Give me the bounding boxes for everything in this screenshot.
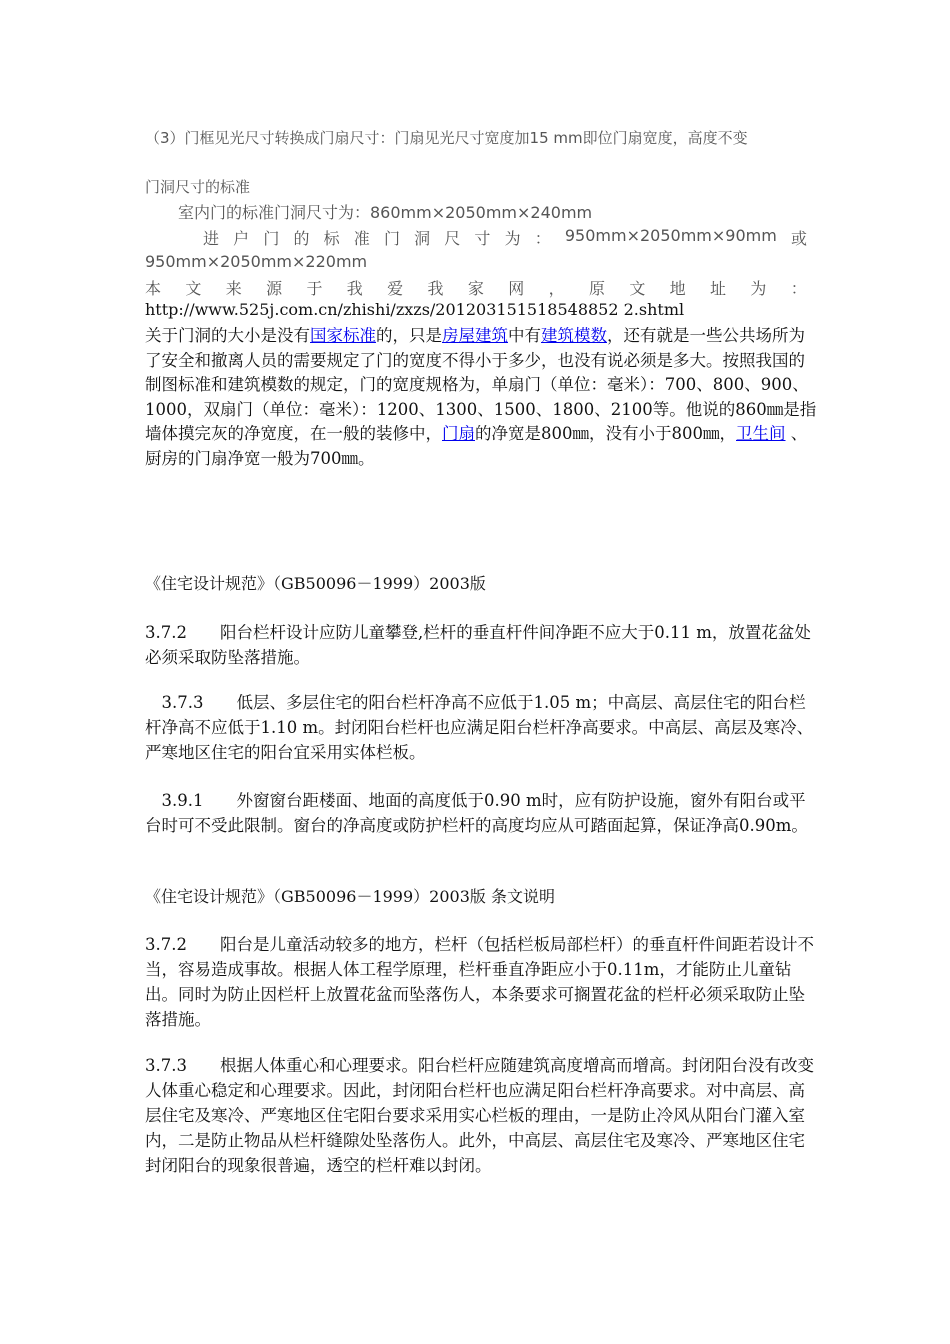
paragraph-text: 关于门洞的大小是没有 [145, 326, 310, 345]
text-char: 950mm×2050mm×90mm [564, 226, 777, 245]
text-char: 洞 [414, 229, 431, 248]
text-char: 本 [145, 279, 162, 298]
entry-door-size-line [145, 226, 807, 249]
text-char: 寸 [474, 229, 491, 248]
text-char: 来 [225, 279, 242, 298]
text-char: 文 [185, 279, 202, 298]
paragraph-text: ，还有就是一些公共场所为了安全和撤离人员的需要规定了门的宽度不得小于多少，也没有说必须是多大。按照我国的制图标准和建筑模数的规定，门的宽度规格为，单扇门（单位：毫米）：700、800、900、1000，双扇门（单位：毫米）：1200、1300、1500、1800、2100等。他说的860㎜是指墙体摸完灰的净宽度，在一般的装修中， [145, 326, 817, 443]
link-building-construction[interactable]: 房屋建筑 [442, 326, 508, 345]
entry-door-size-continued: 950mm×2050mm×220mm [145, 252, 368, 271]
text-char: 家 [467, 279, 484, 298]
clause-3-9-1: 3.9.1 外窗窗台距楼面、地面的高度低于0.90 m时，应有防护设施，窗外有阳台或平台时可不受此限制。窗台的净高度或防护栏杆的高度均应从可踏面起算，保证净高0.90m。 [145, 791, 808, 835]
source-url: http://www.525j.com.cn/zhishi/zxzs/201203151518548852 2.shtml [145, 300, 685, 319]
link-building-modulus[interactable]: 建筑模数 [541, 326, 607, 345]
clause-3-7-2: 3.7.2 阳台栏杆设计应防儿童攀登,栏杆的垂直杆件间净距不应大于0.11 m，放置花盆处必须采取防坠落措施。 [145, 623, 811, 667]
explanation-heading: 《住宅设计规范》（GB50096－1999）2003版 条文说明 [145, 887, 555, 906]
text-char: 门 [383, 229, 400, 248]
paragraph-text: 的净宽是800㎜，没有小于800㎜， [475, 424, 736, 443]
text-char: 爱 [387, 279, 404, 298]
clause-3-7-3: 3.7.3 低层、多层住宅的阳台栏杆净高不应低于1.05 m；中高层、高层住宅的阳台栏杆净高不应低于1.10 m。封闭阳台栏杆也应满足阳台栏杆净高要求。中高层、高层及寒冷、严寒地区住宅的阳台宜采用实体栏板。 [145, 693, 814, 762]
text-char: 网 [508, 279, 525, 298]
text-char: 我 [427, 279, 444, 298]
explanation-3-7-3: 3.7.3 根据人体重心和心理要求。阳台栏杆应随建筑高度增高而增高。封闭阳台没有改变人体重心稳定和心理要求。因此，封闭阳台栏杆也应满足阳台栏杆净高要求。对中高层、高层住宅及寒冷、严寒地区住宅阳台要求采用实心栏板的理由，一是防止冷风从阳台门灌入室内，二是防止物品从栏杆缝隙处坠落伤人。此外，中高层、高层住宅及寒冷、严寒地区住宅封闭阳台的现象很普遍，透空的栏杆难以封闭。 [145, 1056, 814, 1175]
link-bathroom[interactable]: 卫生间 [736, 424, 786, 443]
text-char: ， [548, 279, 565, 298]
text-char: 为 [750, 279, 767, 298]
text-char: 门 [263, 229, 280, 248]
text-char: 的 [293, 229, 310, 248]
text-char: 标 [323, 229, 340, 248]
door-sash-size-note: （3）门框见光尺寸转换成门扇尺寸：门扇见光尺寸宽度加15 mm即位门扇宽度，高度不变 [145, 129, 748, 147]
door-opening-standard-title: 门洞尺寸的标准 [145, 178, 251, 196]
text-char: 源 [266, 279, 283, 298]
text-char: 于 [306, 279, 323, 298]
paragraph-text: 、厨房的门扇净宽一般为700㎜。 [145, 424, 808, 468]
text-char: 户 [233, 229, 250, 248]
door-width-paragraph [145, 324, 817, 471]
text-char: 地 [669, 279, 686, 298]
paragraph-text: 中有 [508, 326, 541, 345]
text-char: ： [790, 279, 807, 298]
text-char: 原 [588, 279, 605, 298]
link-door-leaf[interactable]: 门扇 [442, 424, 475, 443]
code-heading: 《住宅设计规范》（GB50096－1999）2003版 [145, 574, 486, 593]
text-char: 尺 [444, 229, 461, 248]
paragraph-text: 的，只是 [376, 326, 442, 345]
source-line [145, 276, 807, 299]
text-char: ： [534, 229, 551, 248]
text-char: 准 [353, 229, 370, 248]
link-national-standard[interactable]: 国家标准 [310, 326, 376, 345]
text-char: 址 [710, 279, 727, 298]
text-char: 我 [346, 279, 363, 298]
text-char: 或 [790, 229, 807, 248]
explanation-3-7-2: 3.7.2 阳台是儿童活动较多的地方，栏杆（包括栏板局部栏杆）的垂直杆件间距若设计不当，容易造成事故。根据人体工程学原理，栏杆垂直净距应小于0.11m，才能防止儿童钻出。同时为防止因栏杆上放置花盆而坠落伤人，本条要求可搁置花盆的栏杆必须采取防止坠落措施。 [145, 935, 814, 1029]
text-char: 文 [629, 279, 646, 298]
text-char: 进 [203, 229, 220, 248]
text-char: 为 [504, 229, 521, 248]
interior-door-size: 室内门的标准门洞尺寸为：860mm×2050mm×240mm [178, 203, 593, 222]
